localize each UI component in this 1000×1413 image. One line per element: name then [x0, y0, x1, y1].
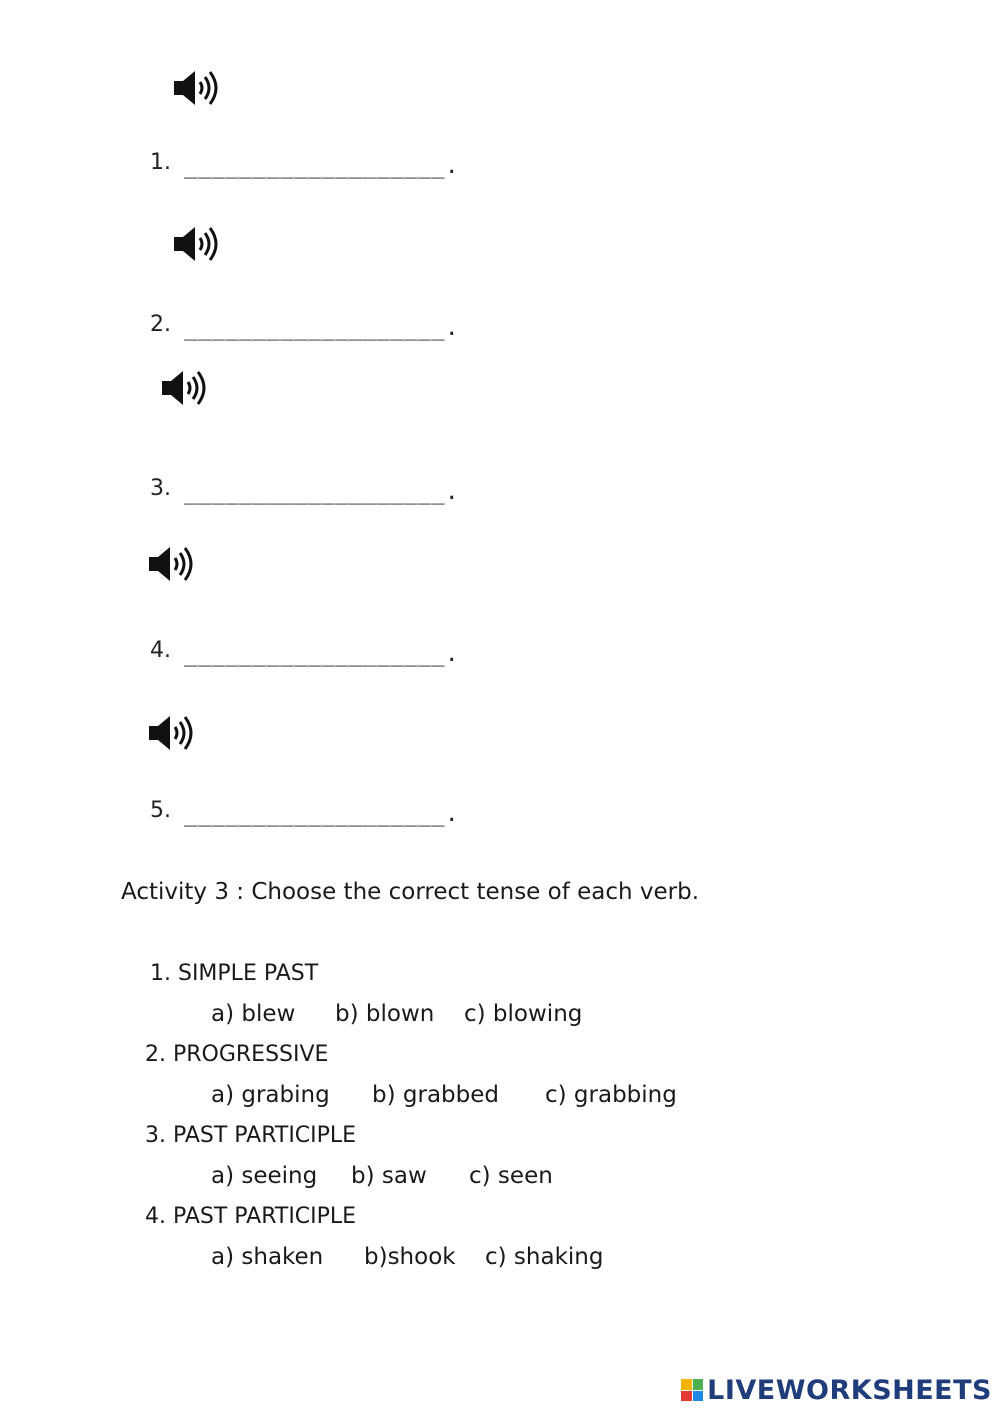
- option-1a[interactable]: a) blew: [211, 1001, 296, 1027]
- speaker-icon-3[interactable]: [160, 368, 208, 408]
- speaker-icon-2[interactable]: [172, 224, 220, 264]
- speaker-icon: [172, 224, 220, 264]
- item-number: 4.: [150, 638, 171, 663]
- speaker-icon: [147, 544, 195, 584]
- answer-blank-1[interactable]: ___________________.: [184, 154, 459, 179]
- speaker-icon-4[interactable]: [147, 544, 195, 584]
- option-3c[interactable]: c) seen: [469, 1163, 553, 1189]
- option-3a[interactable]: a) seeing: [211, 1163, 318, 1189]
- option-1b[interactable]: b) blown: [335, 1001, 435, 1027]
- option-2b[interactable]: b) grabbed: [372, 1082, 499, 1108]
- answer-blank-2[interactable]: ___________________.: [184, 316, 459, 341]
- question-label-3: 3. PAST PARTICIPLE: [145, 1123, 357, 1148]
- option-4b[interactable]: b)shook: [364, 1244, 456, 1270]
- item-number: 5.: [150, 798, 171, 823]
- activity-title: Activity 3 : Choose the correct tense of each verb.: [121, 879, 700, 905]
- option-2c[interactable]: c) grabbing: [545, 1082, 677, 1108]
- answer-blank-5[interactable]: ___________________.: [184, 802, 459, 827]
- answer-blank-4[interactable]: ___________________.: [184, 642, 459, 667]
- logo-mark-icon: [681, 1379, 703, 1401]
- speaker-icon-5[interactable]: [147, 713, 195, 753]
- option-3b[interactable]: b) saw: [351, 1163, 427, 1189]
- question-label-4: 4. PAST PARTICIPLE: [145, 1204, 357, 1229]
- question-label-1: 1. SIMPLE PAST: [150, 961, 319, 986]
- option-2a[interactable]: a) grabing: [211, 1082, 330, 1108]
- speaker-icon: [160, 368, 208, 408]
- speaker-icon: [172, 68, 220, 108]
- answer-blank-3[interactable]: ___________________.: [184, 480, 459, 505]
- item-number: 3.: [150, 476, 171, 501]
- option-1c[interactable]: c) blowing: [464, 1001, 583, 1027]
- option-4a[interactable]: a) shaken: [211, 1244, 324, 1270]
- liveworksheets-logo: [681, 1375, 992, 1405]
- logo-text: LIVEWORKSHEETS: [707, 1374, 992, 1406]
- item-number: 1.: [150, 150, 171, 175]
- speaker-icon-1[interactable]: [172, 68, 220, 108]
- speaker-icon: [147, 713, 195, 753]
- option-4c[interactable]: c) shaking: [485, 1244, 604, 1270]
- item-number: 2.: [150, 312, 171, 337]
- question-label-2: 2. PROGRESSIVE: [145, 1042, 329, 1067]
